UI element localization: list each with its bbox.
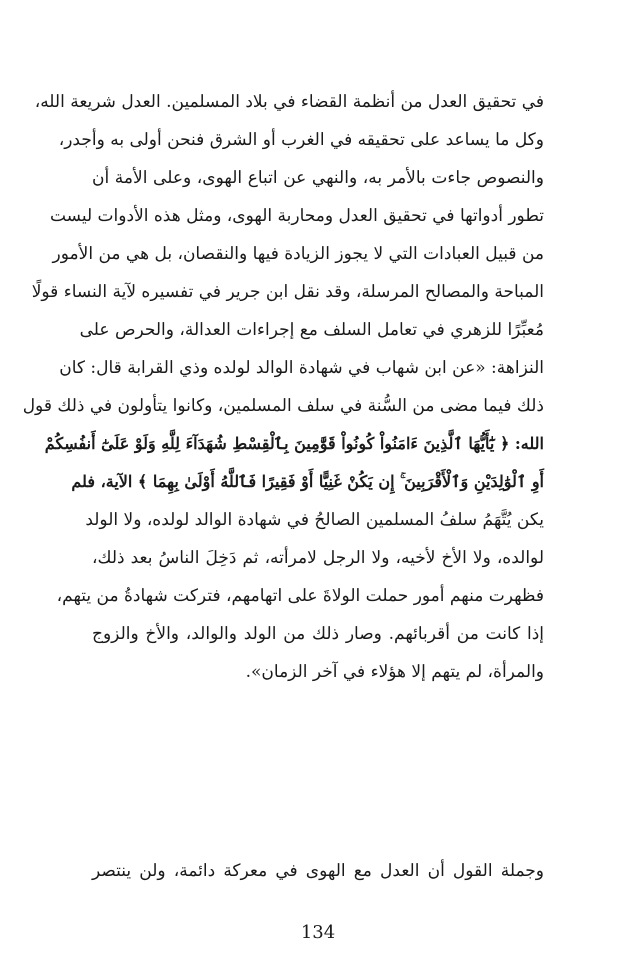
- text-line: والمرأة، لم يتهم إلا هؤلاء في آخر الزمان».: [245, 662, 544, 682]
- text-line: المباحة والمصالح المرسلة، وقد نقل ابن جرير في تفسيره لآية النساء قولًا: [31, 282, 544, 302]
- text-line: لوالده، ولا الأخ لأخيه، ولا الرجل لامرأته، ثم دَخِلَ الناسُ بعد ذلك،: [92, 548, 544, 568]
- page-number: 134: [300, 922, 336, 943]
- text-line: النزاهة: «عن ابن شهاب في شهادة الوالد لولده وذي القرابة قال: كان: [59, 358, 544, 378]
- text-line: ذلك فيما مضى من السُّنة في سلف المسلمين، وكانوا يتأولون في ذلك قول: [22, 396, 544, 416]
- quran-verse-line: أَوِ ٱلْوَٰلِدَيْنِ وَٱلْأَقْرَبِينَ ۚ إِن يَكُنْ غَنِيًّا أَوْ فَقِيرًا فَٱللَّهُ أَوْلَىٰ بِهِمَا ﴾ الآية، فلم: [71, 472, 544, 491]
- paragraph-two: [92, 852, 544, 890]
- text-line: فظهرت منهم أمور حملت الولاةَ على اتهامهم، فتركت شهادةُ من يتهم،: [56, 586, 544, 606]
- paragraph-one: [22, 83, 544, 691]
- text-line: من قبيل العبادات التي لا يجوز الزيادة فيها والنقصان، بل هي من الأمور: [52, 244, 544, 264]
- text-line: وكل ما يساعد على تحقيقه في الغرب أو الشرق فنحن أولى به وأجدر،: [58, 130, 544, 150]
- text-line: وجملة القول أن العدل مع الهوى في معركة دائمة، ولن ينتصر: [92, 861, 544, 881]
- text-line: يكن يُتَّهَمُ سلفُ المسلمين الصالحُ في شهادة الوالد لولده، ولا الولد: [85, 510, 544, 530]
- quran-verse-line: الله: ﴿ يَٰٓأَيُّهَا ٱلَّذِينَ ءَامَنُواْ كُونُواْ قَوَّٰمِينَ بِٱلْقِسْطِ شُهَدَآءَ لِلَّهِ وَلَوْ عَلَىٰٓ أَنفُسِكُمْ: [44, 434, 544, 453]
- text-line: والنصوص جاءت بالأمر به، والنهي عن اتباع الهوى، وعلى الأمة أن: [92, 168, 544, 188]
- text-line: إذا كانت من أقربائهم. وصار ذلك من الولد والوالد، والأخ والزوج: [92, 624, 544, 644]
- text-line: في تحقيق العدل من أنظمة القضاء في بلاد المسلمين. العدل شريعة الله،: [34, 92, 544, 112]
- text-line: مُعبِّرًا للزهري في تعامل السلف مع إجراءات العدالة، والحرص على: [79, 320, 544, 340]
- text-line: تطور أدواتها في تحقيق العدل ومحاربة الهوى، ومثل هذه الأدوات ليست: [49, 206, 544, 226]
